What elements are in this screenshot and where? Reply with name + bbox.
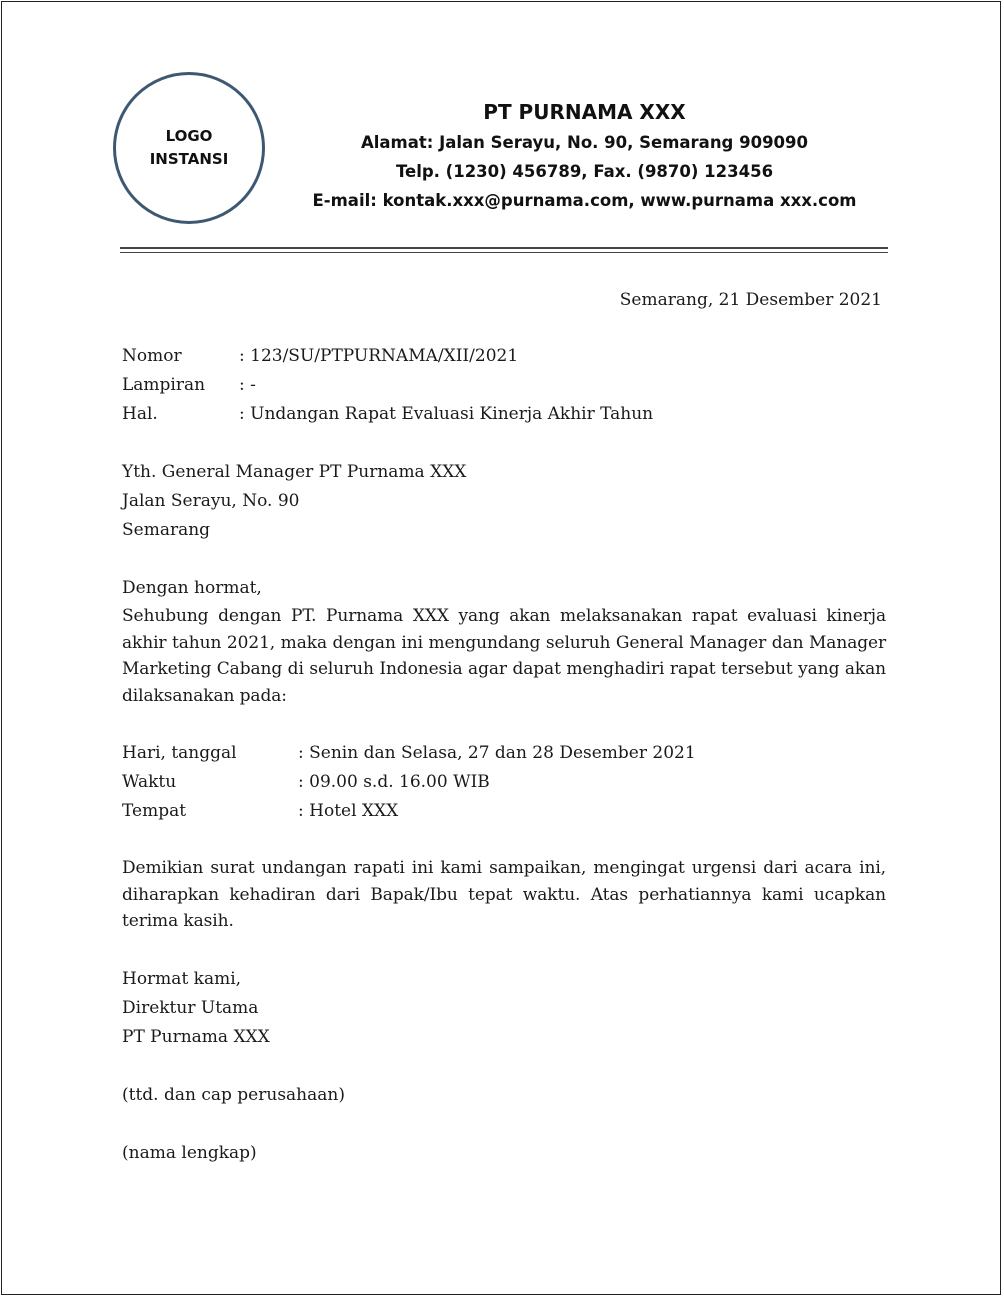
company-name: PT PURNAMA XXX	[483, 100, 686, 124]
recipient-block	[122, 458, 886, 545]
meta-value: : 123/SU/PTPURNAMA/XII/2021	[239, 346, 519, 366]
signoff-line: Hormat kami,	[122, 969, 242, 989]
letter-meta	[122, 342, 886, 429]
closing-paragraph: Demikian surat undangan rapati ini kami sampaikan, mengingat urgensi dari acara ini, diharapkan kehadiran dari Bapak/Ibu tepat waktu. Atas perhatiannya kami ucapkan terima kasih.	[122, 858, 886, 931]
event-value: : Senin dan Selasa, 27 dan 28 Desember 2021	[298, 743, 696, 763]
event-details	[122, 739, 886, 826]
meta-row-number	[122, 342, 886, 371]
intro-paragraph: Sehubung dengan PT. Purnama XXX yang akan melaksanakan rapat evaluasi kinerja akhir tahun 2021, maka dengan ini mengundang seluruh General Manager dan Manager Marketing Cabang di seluruh Indonesia agar dapat menghadiri rapat tersebut yang akan dilaksanakan pada:	[122, 606, 886, 706]
meta-value: : -	[239, 375, 256, 395]
signer-name-text: (nama lengkap)	[122, 1143, 257, 1163]
event-row-date	[122, 739, 886, 768]
event-label: Waktu	[122, 772, 177, 792]
logo-line-2: INSTANSI	[149, 150, 229, 168]
letterhead	[282, 96, 887, 215]
logo-line-1: LOGO	[165, 127, 213, 145]
letter-date: Semarang, 21 Desember 2021	[619, 290, 882, 310]
meta-label: Nomor	[122, 346, 182, 366]
letterhead-divider-thick	[120, 247, 888, 249]
signature-note-text: (ttd. dan cap perusahaan)	[122, 1085, 345, 1105]
event-row-place	[122, 797, 886, 826]
signoff-line: PT Purnama XXX	[122, 1027, 270, 1047]
company-email: E-mail: kontak.xxx@purnama.com, www.purnama xxx.com	[312, 191, 857, 210]
meta-row-attachment	[122, 371, 886, 400]
greeting-text: Dengan hormat,	[122, 578, 262, 598]
event-value: : Hotel XXX	[298, 801, 399, 821]
meta-value: : Undangan Rapat Evaluasi Kinerja Akhir Tahun	[239, 404, 654, 424]
recipient-line: Semarang	[122, 520, 211, 540]
signoff-block	[122, 965, 886, 1052]
letter-page	[1, 1, 1001, 1295]
event-value: : 09.00 s.d. 16.00 WIB	[298, 772, 490, 792]
company-phone: Telp. (1230) 456789, Fax. (9870) 123456	[395, 162, 774, 181]
recipient-line: Yth. General Manager PT Purnama XXX	[122, 462, 467, 482]
meta-label: Lampiran	[122, 375, 206, 395]
signoff-line: Direktur Utama	[122, 998, 259, 1018]
recipient-line: Jalan Serayu, No. 90	[122, 491, 300, 511]
event-label: Tempat	[122, 801, 187, 821]
meta-row-subject	[122, 400, 886, 429]
event-label: Hari, tanggal	[122, 743, 237, 763]
logo-placeholder	[113, 72, 265, 224]
company-address: Alamat: Jalan Serayu, No. 90, Semarang 909090	[360, 133, 808, 152]
greeting	[122, 574, 886, 603]
signer-name	[122, 1139, 886, 1168]
meta-label: Hal.	[122, 404, 158, 424]
letterhead-divider-thin	[120, 252, 888, 253]
event-row-time	[122, 768, 886, 797]
signature-note	[122, 1081, 886, 1110]
